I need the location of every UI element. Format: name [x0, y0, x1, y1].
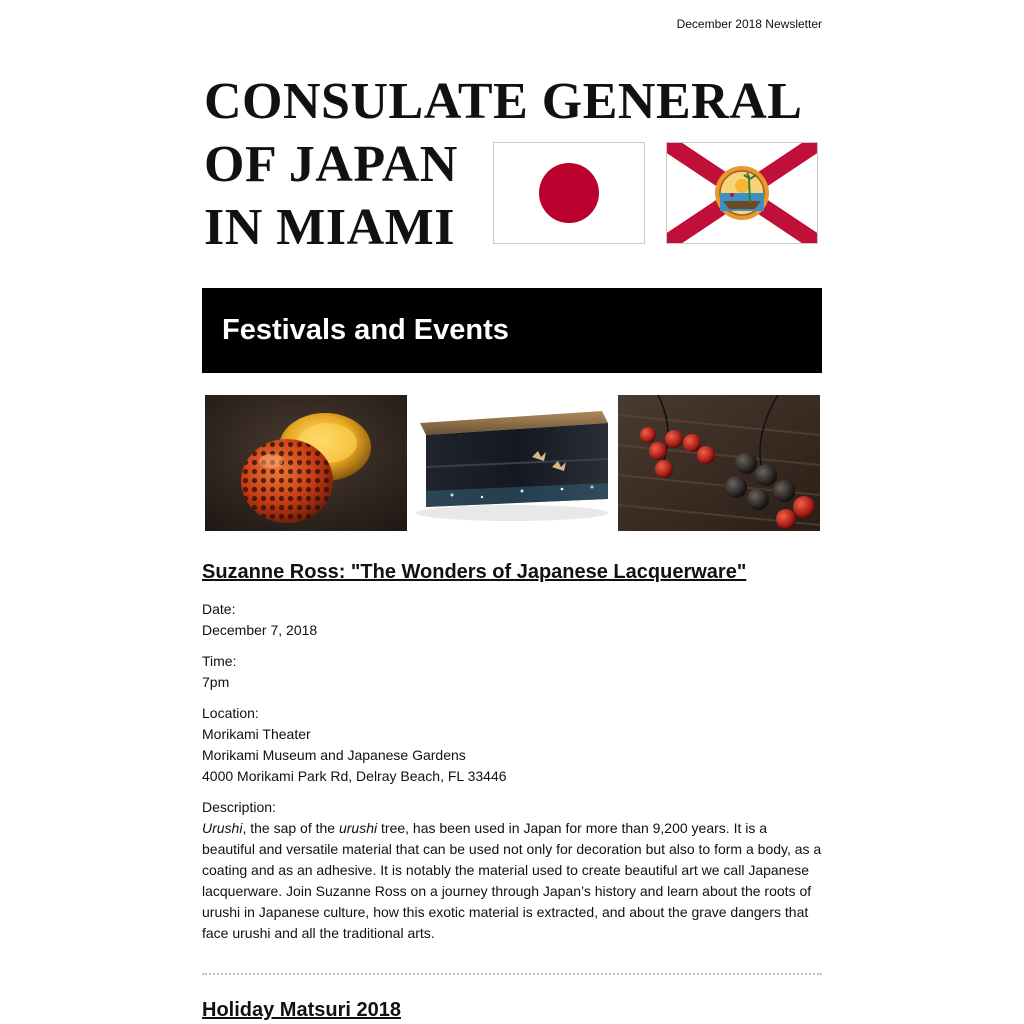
newsletter-date: December 2018 Newsletter — [676, 17, 822, 31]
location-line: Morikami Theater — [202, 726, 311, 742]
event-time — [202, 651, 822, 693]
event-location — [202, 703, 822, 787]
event-title-link[interactable]: Suzanne Ross: "The Wonders of Japanese Lacquerware" — [202, 561, 747, 583]
location-label: Location: — [202, 705, 259, 721]
lacquer-box-photo — [412, 395, 614, 531]
photo-strip — [202, 395, 822, 531]
description-part: , the sap of the — [242, 820, 339, 836]
description-text — [202, 818, 822, 944]
event-holiday-matsuri — [202, 999, 822, 1022]
lacquer-bowl-photo — [205, 395, 407, 531]
section-banner — [202, 288, 822, 373]
location-line: 4000 Morikami Park Rd, Delray Beach, FL 33446 — [202, 768, 507, 784]
lacquer-beads-photo — [618, 395, 820, 531]
masthead — [202, 66, 822, 256]
organization-name-line-2: OF JAPAN — [204, 136, 458, 193]
description-term: urushi — [338, 820, 378, 836]
japan-flag-icon — [493, 142, 645, 244]
event-description — [202, 797, 822, 944]
florida-flag-icon — [666, 142, 818, 244]
description-label: Description: — [202, 799, 276, 815]
event-lacquerware — [202, 561, 822, 944]
description-term: Urushi — [202, 820, 243, 836]
organization-name-line-1: CONSULATE GENERAL — [204, 73, 803, 130]
event-title-link[interactable]: Holiday Matsuri 2018 — [202, 999, 401, 1021]
description-part: tree, has been used in Japan for more than 9,200 years. It is a beautiful and versatile material that can be used not only for decoration but also to form a body, as a coating and as an adhesive. It is notably the material used to create beautiful art we call Japanese lacquerware. Join Suzanne Ross on a journey through Japan’s history and learn about the roots of urushi in Japanese culture, how this exotic material is extracted, and about the grave dangers that face urushi and all the traditional arts. — [202, 820, 822, 941]
organization-name-line-3: IN MIAMI — [204, 199, 455, 256]
event-divider — [202, 973, 822, 975]
time-label: Time: — [202, 653, 237, 669]
event-date — [202, 599, 822, 641]
section-title: Festivals and Events — [222, 314, 509, 346]
date-label: Date: — [202, 601, 236, 617]
location-line: Morikami Museum and Japanese Gardens — [202, 747, 466, 763]
date-value: December 7, 2018 — [202, 622, 318, 638]
time-value: 7pm — [202, 674, 230, 690]
